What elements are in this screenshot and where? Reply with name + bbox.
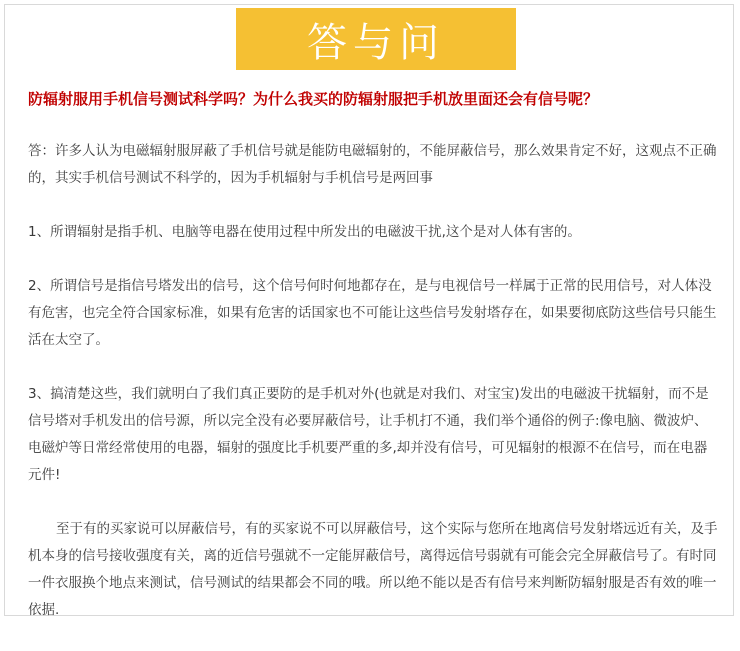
question-heading: 防辐射服用手机信号测试科学吗？为什么我买的防辐射服把手机放里面还会有信号呢？ bbox=[28, 90, 599, 108]
answer-conclusion: 至于有的买家说可以屏蔽信号，有的买家说不可以屏蔽信号，这个实际与您所在地离信号发射塔远近有关，及手机本身的信号接收强度有关，离的近信号强就不一定能屏蔽信号，离得远信号弱就有可能会完全屏蔽信号了。有时同一件衣服换个地点来测试，信号测试的结果都会不同的哦。所以绝不能以是否有信号来判断防辐射服是否有效的唯一依据. bbox=[28, 521, 718, 618]
banner-title: 答与问 bbox=[307, 19, 445, 66]
answer-intro: 答：许多人认为电磁辐射服屏蔽了手机信号就是能防电磁辐射的，不能屏蔽信号，那么效果肯定不好，这观点不正确的，其实手机信号测试不科学的，因为手机辐射与手机信号是两回事 bbox=[28, 143, 717, 186]
title-banner bbox=[236, 8, 516, 70]
answer-point-2: 2、所谓信号是指信号塔发出的信号，这个信号何时何地都存在，是与电视信号一样属于正常的民用信号，对人体没有危害，也完全符合国家标准，如果有危害的话国家也不可能让这些信号发射塔存在，如果要彻底防这些信号只能生活在太空了。 bbox=[28, 278, 717, 348]
answer-point-1: 1、所谓辐射是指手机、电脑等电器在使用过程中所发出的电磁波干扰,这个是对人体有害的。 bbox=[28, 224, 581, 240]
answer-point-3: 3、搞清楚这些，我们就明白了我们真正要防的是手机对外(也就是对我们、对宝宝)发出的电磁波干扰辐射，而不是信号塔对手机发出的信号源，所以完全没有必要屏蔽信号，让手机打不通，我们举个通俗的例子:像电脑、微波炉、电磁炉等日常经常使用的电器，辐射的强度比手机要严重的多,却并没有信号，可见辐射的根源不在信号，而在电器元件! bbox=[28, 386, 709, 483]
answer-body bbox=[28, 138, 718, 651]
